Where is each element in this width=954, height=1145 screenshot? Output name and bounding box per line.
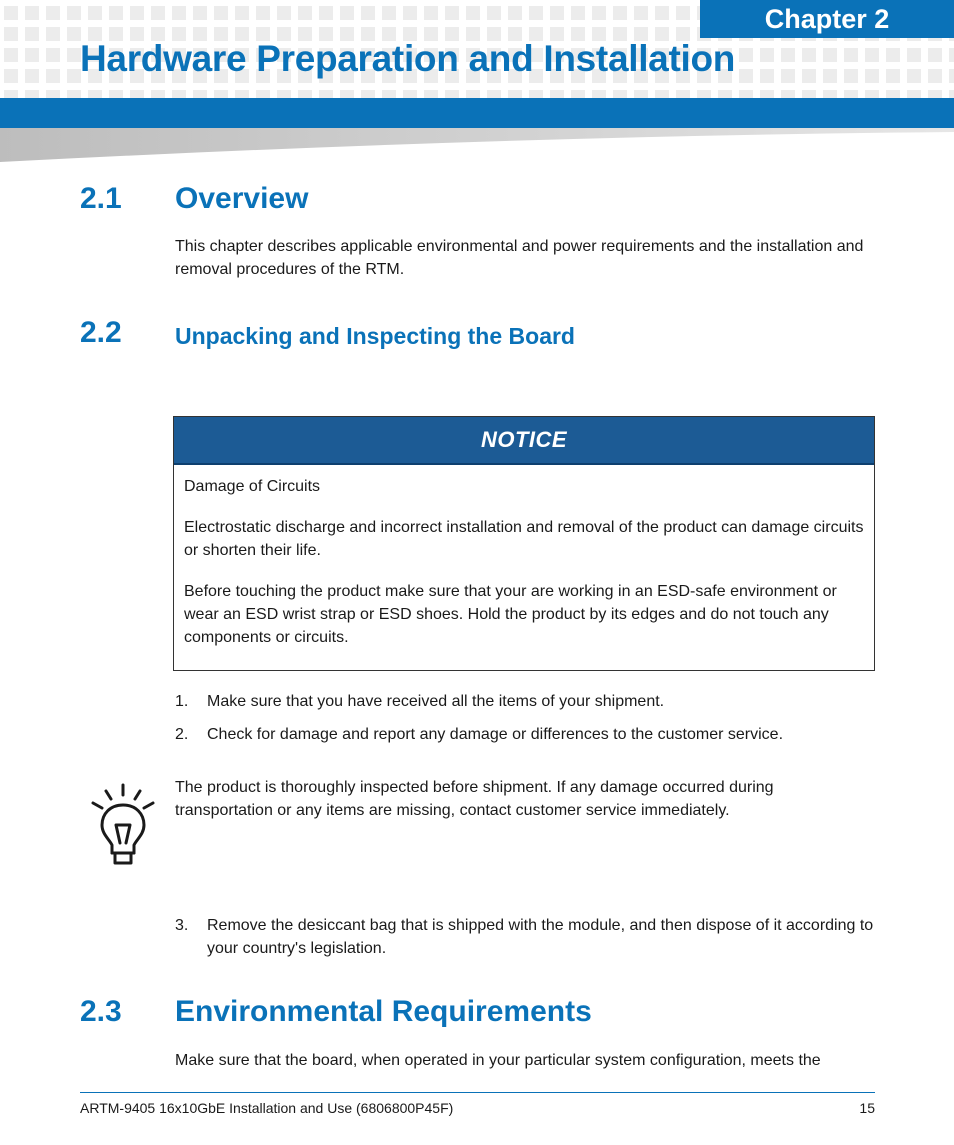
section-title-overview: Overview (175, 182, 309, 215)
environmental-text: Make sure that the board, when operated in your particular system configuration, meets the (175, 1052, 821, 1069)
notice-label: NOTICE (480, 427, 568, 452)
list-item-number: 3. (175, 917, 189, 934)
chapter-title: Hardware Preparation and Installation (80, 38, 736, 79)
chapter-tab: Chapter 2 (700, 0, 954, 38)
notice-heading: Damage of Circuits (184, 478, 321, 495)
notice-paragraph-2: Before touching the product make sure that your are working in an ESD-safe environment or wear an ESD wrist strap or ESD shoes. Hold the product by its edges and do not touch any components or circuits. (184, 583, 837, 646)
footer-document-title: ARTM-9405 16x10GbE Installation and Use (6806800P45F) (80, 1100, 454, 1116)
list-item-text: Make sure that you have received all the items of your shipment. (207, 693, 665, 710)
notice-box (173, 416, 875, 671)
notice-header (174, 417, 874, 465)
section-number-2-1: 2.1 (80, 182, 122, 215)
lightbulb-icon (90, 783, 156, 867)
list-item-number: 1. (175, 693, 189, 710)
tip-text: The product is thoroughly inspected before shipment. If any damage occurred during transportation or any items are missing, contact customer service immediately. (175, 779, 774, 819)
section-title-environmental: Environmental Requirements (175, 995, 592, 1028)
overview-text: This chapter describes applicable environmental and power requirements and the installation and removal procedures of the RTM. (175, 238, 864, 278)
header-gray-swoosh (0, 128, 954, 164)
section-number-2-3: 2.3 (80, 995, 122, 1028)
section-number-2-2: 2.2 (80, 316, 122, 349)
header-blue-bar (0, 98, 954, 128)
notice-paragraph-1: Electrostatic discharge and incorrect installation and removal of the product can damage circuits or shorten their life. (184, 519, 864, 559)
list-item-text: Check for damage and report any damage or differences to the customer service. (207, 726, 784, 743)
footer-page-number: 15 (859, 1100, 875, 1116)
footer-divider (80, 1092, 875, 1093)
notice-body (174, 465, 874, 649)
list-item-number: 2. (175, 726, 189, 743)
list-item-text: Remove the desiccant bag that is shipped with the module, and then dispose of it according to your country's legislation. (207, 917, 874, 957)
section-title-unpacking: Unpacking and Inspecting the Board (175, 323, 575, 349)
